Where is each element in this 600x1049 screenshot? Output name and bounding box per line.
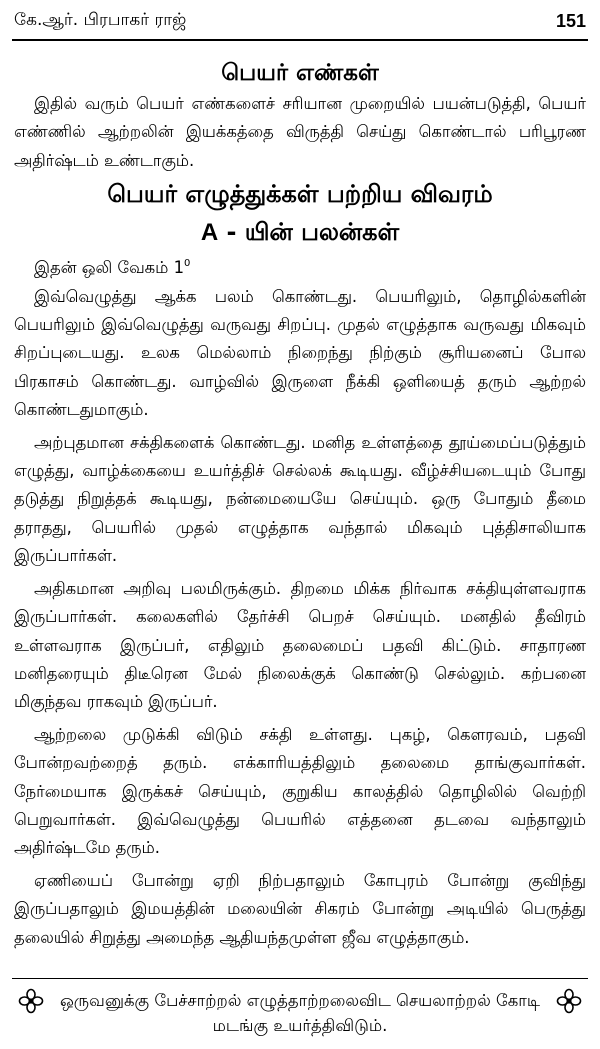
running-title: கே.ஆர். பிரபாகர் ராஜ் [14, 10, 187, 30]
footer-quote: ஒருவனுக்கு பேச்சாற்றல் எழுத்தாற்றலைவிட செயலாற்றல் கோடி மடங்கு உயர்த்திவிடும். [59, 991, 541, 1035]
body-paragraph-2: அற்புதமான சக்திகளைக் கொண்டது. மனித உள்ளத்தை தூய்மைப்படுத்தும் எழுத்து, வாழ்க்கையை உயர்த்திச் செல்லக் கூடியது. வீழ்ச்சியடையும் போது தடுத்து நிறுத்தக் கூடியது, நன்மையையே செய்யும். ஒரு போதும் தீமை தராதது, பெயரில் முதல் எழுத்தாக வந்தால் மிகவும் புத்திசாலியாக இருப்பார்கள். [14, 432, 586, 566]
header-rule [12, 39, 588, 41]
body-paragraph-1: இவ்வெழுத்து ஆக்க பலம் கொண்டது. பெயரிலும், தொழில்களின் பெயரிலும் இவ்வெழுத்து வருவது சிறப்பு. முதல் எழுத்தாக வருவது மிகவும் சிறப்புடையது. உலக மெல்லாம் நிறைந்து நிற்கும் சூரியனைப் போல பிரகாசம் கொண்டது. வாழ்வில் இருளை நீக்கி ஒளியைத் தரும் ஆற்றல் கொண்டதுமாகும். [14, 286, 586, 420]
sound-speed-text: இதன் ஒலி வேகம் 1 [34, 258, 184, 278]
section-title-letter-details: பெயர் எழுத்துக்கள் பற்றிய விவரம் [107, 180, 493, 209]
page-footer [12, 988, 588, 1044]
body-paragraph-4: ஆற்றலை முடுக்கி விடும் சக்தி உள்ளது. புகழ், கௌரவம், பதவி போன்றவற்றைத் தரும். எக்காரியத்திலும் தலைமை தாங்குவார்கள். நேர்மையாக இருக்கச் செய்யும், குறுகிய காலத்தில் தொழிலில் வெற்றி பெறுவார்கள். இவ்வெழுத்து பெயரில் எத்தனை தடவை வந்தாலும் அதிர்ஷ்டமே தரும். [14, 724, 586, 858]
intro-paragraph: இதில் வரும் பெயர் எண்களைச் சரியான முறையில் பயன்படுத்தி, பெயர் எண்ணில் ஆற்றலின் இயக்கத்தை விருத்தி செய்து கொண்டால் பரிபூரண அதிர்ஷ்டம் உண்டாகும். [14, 94, 586, 170]
page-content [14, 56, 586, 952]
page-number: 151 [555, 10, 586, 31]
footer-rule [12, 978, 588, 979]
letter-a: A [200, 219, 219, 247]
body-paragraph-5: ஏணியைப் போன்று ஏறி நிற்பதாலும் கோபுரம் போன்று குவிந்து இருப்பதாலும் இமயத்தின் மலையின் சிகரம் போன்று அடியில் பெருத்து தலையில் சிறுத்து அமைந்த ஆதியந்தமுள்ள ஜீவ எழுத்தாகும். [14, 870, 586, 947]
sound-speed-line [14, 254, 586, 282]
body-paragraph-3: அதிகமான அறிவு பலமிருக்கும். திறமை மிக்க நிர்வாக சக்தியுள்ளவராக இருப்பார்கள். கலைகளில் தேர்ச்சி பெறச் செய்யும். மனதில் தீவிரம் உள்ளவராக இருப்பர், எதிலும் தலைமைப் பதவி கிட்டும். சாதாரண மனிதரையும் திடீரென மேல் நிலைக்குக் கொண்டு செல்லும். கற்பனை மிகுந்தவ ராகவும் இருப்பர். [14, 578, 586, 712]
flower-ornament-icon [18, 988, 44, 1014]
section-title-letter-a [14, 213, 586, 252]
sound-speed-superscript: 0 [184, 258, 191, 270]
section-title-name-numbers: பெயர் எண்கள் [221, 60, 379, 86]
flower-ornament-icon [556, 988, 582, 1014]
letter-a-results-label: - யின் பலன்கள் [218, 218, 400, 247]
page-header [14, 6, 586, 36]
